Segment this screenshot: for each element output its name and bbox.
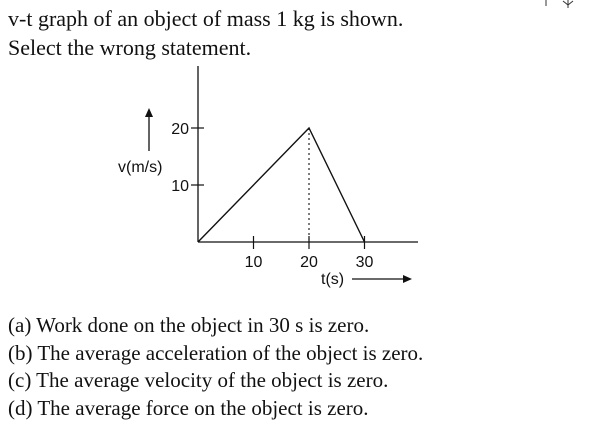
y-tick-label: 10 bbox=[171, 178, 189, 195]
y-ticks bbox=[171, 121, 204, 195]
y-axis-label: v(m/s) bbox=[118, 159, 163, 176]
option-a: (a) Work done on the object in 30 s is zero. bbox=[8, 313, 370, 337]
question-line-2: Select the wrong statement. bbox=[8, 35, 252, 60]
x-label-arrow-head bbox=[403, 275, 412, 283]
y-tick-label: 20 bbox=[171, 121, 189, 138]
page-edge-mark bbox=[540, 0, 609, 12]
velocity-line bbox=[198, 128, 365, 242]
question-line-1: v-t graph of an object of mass 1 kg is shown. bbox=[8, 6, 404, 31]
option-d: (d) The average force on the object is zero. bbox=[8, 395, 369, 420]
x-tick-label: 30 bbox=[355, 254, 374, 271]
x-tick-label: 10 bbox=[244, 254, 263, 271]
x-tick-label: 20 bbox=[300, 254, 318, 271]
option-b: (b) The average acceleration of the object is zero. bbox=[8, 340, 424, 365]
option-c: (c) The average velocity of the object is zero. bbox=[8, 368, 389, 392]
options-list bbox=[8, 312, 423, 422]
y-label-arrow-head bbox=[145, 108, 153, 117]
x-axis-label: t(s) bbox=[321, 271, 345, 288]
x-ticks bbox=[245, 236, 374, 271]
